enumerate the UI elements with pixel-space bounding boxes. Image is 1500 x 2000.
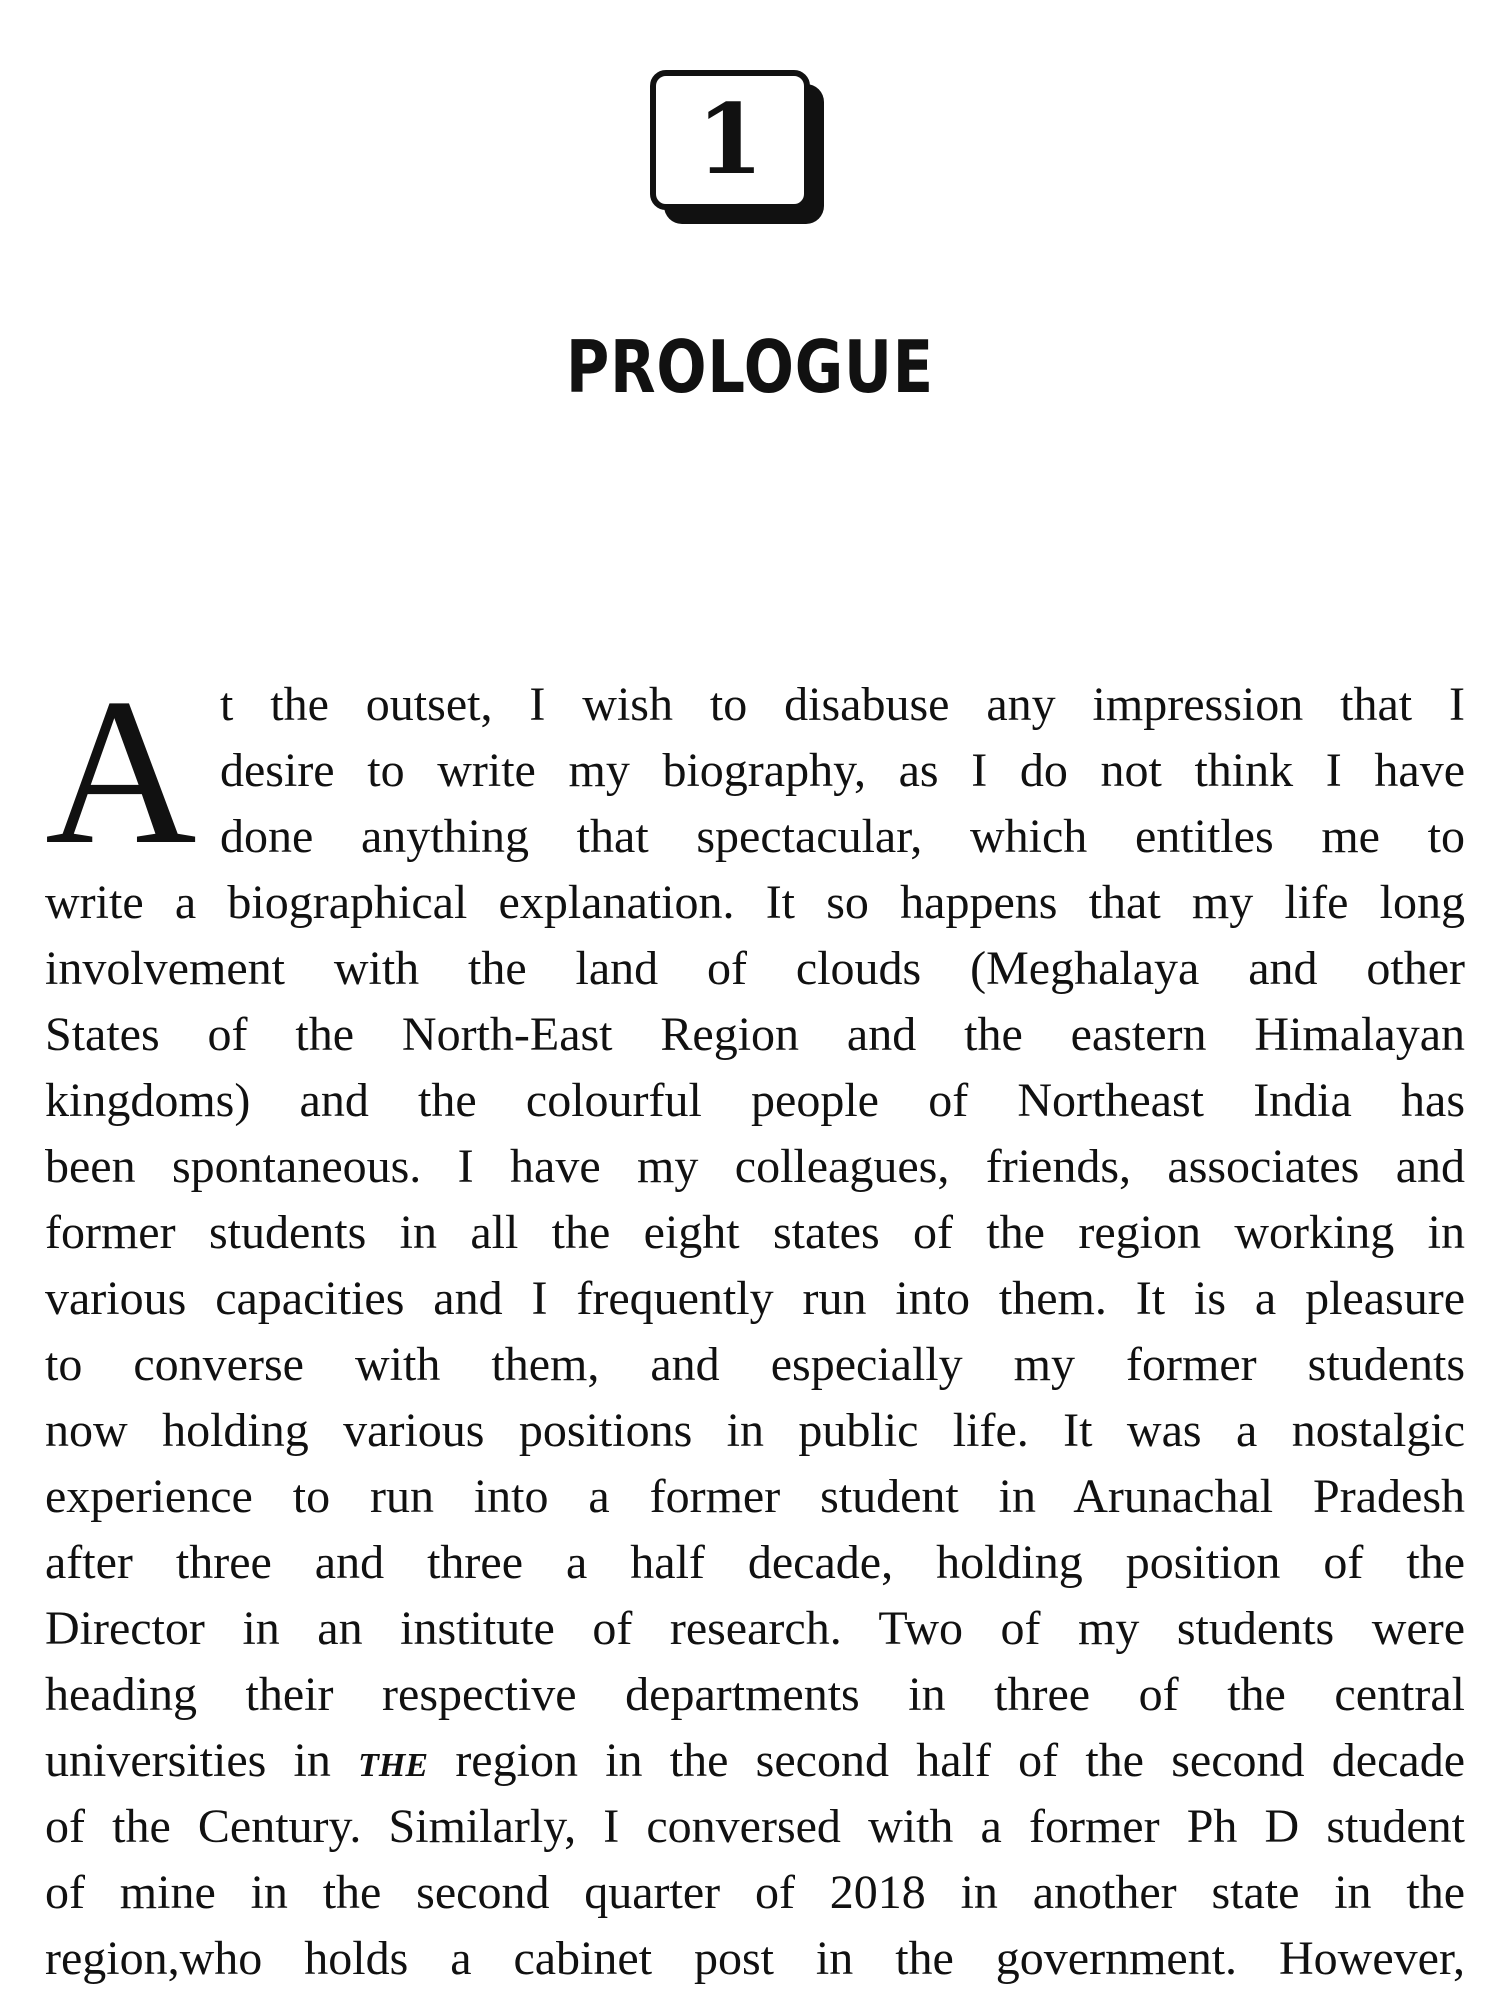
text-line: involvement with the land of clouds (Meghalaya and other [45,942,1465,995]
text-line: kingdoms) and the colourful people of Northeast India has [45,1074,1465,1127]
text-line: Director in an institute of research. Two of my students were [45,1602,1465,1655]
emphasized-word: THE [358,1747,429,1784]
drop-cap: A [45,656,197,888]
prologue-paragraph [45,656,1465,1992]
text-line: write a biographical explanation. It so happens that my life long [45,876,1465,929]
text-line: various capacities and I frequently run into them. It is a pleasure [45,1272,1465,1325]
chapter-title: PROLOGUE [566,325,934,409]
text-line: of the Century. Similarly, I conversed with a former Ph D student [45,1800,1465,1853]
text-line: region,who holds a cabinet post in the government. However, [45,1932,1465,1985]
text-line: of mine in the second quarter of 2018 in another state in the [45,1866,1465,1919]
text-line: t the outset, I wish to disabuse any impression that I [220,678,1465,731]
text-line: after three and three a half decade, holding position of the [45,1536,1465,1589]
text-line: heading their respective departments in three of the central [45,1668,1465,1721]
text-segment: universities in [45,1734,359,1787]
text-line [45,1728,1465,1794]
text-line: now holding various positions in public life. It was a nostalgic [45,1404,1465,1457]
text-line: done anything that spectacular, which entitles me to [220,810,1465,863]
text-line: States of the North-East Region and the eastern Himalayan [45,1008,1465,1061]
chapter-number-box [650,70,830,230]
text-segment: region in the second half of the second decade [428,1734,1465,1787]
text-line: former students in all the eight states of the region working in [45,1206,1465,1259]
text-line: experience to run into a former student in Arunachal Pradesh [45,1470,1465,1523]
text-line: been spontaneous. I have my colleagues, friends, associates and [45,1140,1465,1193]
text-line: to converse with them, and especially my former students [45,1338,1465,1391]
chapter-number: 1 [650,70,810,210]
text-line: desire to write my biography, as I do not think I have [220,744,1465,797]
